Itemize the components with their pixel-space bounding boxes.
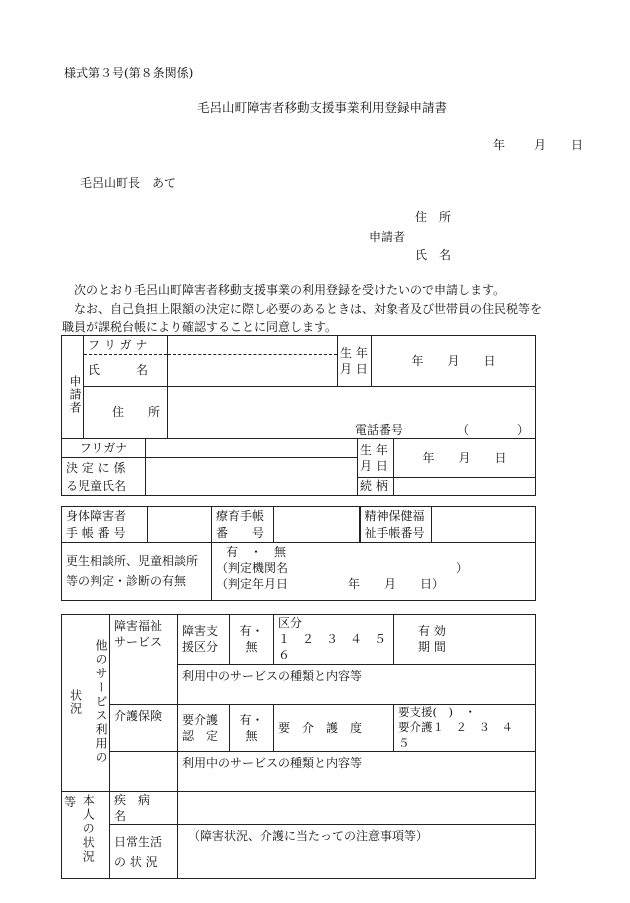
support-category-label: 障害支 援区分	[178, 615, 230, 665]
body-line-2: なお、自己負担上限額の決定に際し必要のあるときは、対象者及び世帯員の住民税等を	[74, 302, 543, 316]
disease-name-field[interactable]	[178, 792, 536, 825]
care-certification-yes-no[interactable]: 有・ 無	[230, 704, 274, 752]
consultation-yes-no[interactable]: 有 ・ 無	[226, 545, 287, 559]
name-field-label: 氏 名	[84, 355, 168, 387]
child-furigana-field[interactable]	[146, 439, 358, 458]
address-field-label: 住 所	[84, 387, 168, 439]
disease-name-label: 疾 病 名	[110, 792, 178, 825]
child-furigana-label: フリガナ	[62, 439, 146, 458]
addressee: 毛呂山町長 あて	[80, 176, 177, 190]
consultation-field[interactable]	[212, 543, 536, 601]
care-level-grade[interactable]: 要支援( ) ・ 要介護１ ２ ３ ４ ５	[394, 704, 536, 752]
address-field[interactable]	[168, 387, 536, 439]
support-category-yes-no[interactable]: 有・ 無	[230, 615, 274, 665]
address-label: 住 所	[415, 210, 452, 224]
birth-date-field[interactable]: 年 月 日	[372, 336, 536, 387]
judging-date[interactable]: （判定年月日 年 月 日）	[216, 577, 445, 592]
welfare-services-in-use[interactable]: 利用中のサービスの種類と内容等	[178, 664, 536, 704]
name-field[interactable]	[168, 355, 338, 387]
care-certification-label: 要介護 認 定	[178, 704, 230, 752]
ryoiku-handbook-field[interactable]	[274, 507, 360, 543]
self-status-label: 等 本人の状況	[62, 792, 110, 879]
physical-handbook-label: 身体障害者 手 帳 番 号	[62, 507, 148, 543]
relation-field[interactable]	[394, 478, 536, 496]
applicant-label: 申請者	[369, 230, 406, 244]
self-status-vertical: 本人の状況	[81, 794, 96, 865]
status-table	[61, 614, 536, 879]
care-services-in-use[interactable]: 利用中のサービスの種類と内容等	[178, 752, 536, 792]
date-month: 月	[534, 138, 547, 152]
status-label: 状況	[62, 615, 84, 792]
date-day: 日	[571, 138, 584, 152]
welfare-service-label: 障害福祉 サービス	[110, 615, 178, 705]
handbook-table	[61, 506, 536, 601]
phone-label: 電話番号 （ ）	[354, 422, 529, 437]
consultation-label: 更生相談所、児童相談所 等の判定・診断の有無	[62, 543, 212, 601]
document-title: 毛呂山町障害者移動支援事業利用登録申請書	[197, 100, 448, 115]
child-label-2: る児童氏名	[62, 478, 146, 496]
child-label-1: 決 定 に 係	[62, 458, 146, 478]
form-number: 様式第３号(第８条関係)	[64, 66, 194, 80]
body-line-1: 次のとおり毛呂山町障害者移動支援事業の利用登録を受けたいので申請します。	[74, 283, 506, 297]
child-birth-label: 生 年 月 日	[358, 439, 394, 478]
furigana-label: フ リ ガ ナ	[84, 336, 168, 355]
mental-handbook-label: 精神保健福 祉手帳番号	[360, 507, 432, 543]
child-birth-date-field[interactable]: 年 月 日	[394, 439, 536, 478]
physical-handbook-field[interactable]	[148, 507, 212, 543]
birth-label: 生 年 月 日	[338, 336, 372, 387]
body-line-3: 職員が課税台帳により確認することに同意します。	[62, 320, 338, 334]
care-level-label: 要 介 護 度	[274, 704, 394, 752]
applicant-table	[61, 335, 536, 439]
child-table	[61, 438, 536, 496]
judging-agency[interactable]: （判定機関名 ）	[216, 561, 469, 576]
child-name-field[interactable]	[146, 458, 358, 496]
applicant-side-label: 申請者	[62, 336, 84, 439]
ryoiku-handbook-label: 療育手帳 番 号	[212, 507, 274, 543]
mental-handbook-field[interactable]	[432, 507, 536, 543]
relation-label: 続 柄	[358, 478, 394, 496]
daily-life-field[interactable]: （障害状況、介護に当たっての注意事項等）	[178, 825, 536, 879]
name-label: 氏 名	[415, 248, 452, 262]
other-service-label: 他のサービス利用の	[84, 615, 110, 792]
furigana-field[interactable]	[168, 336, 338, 355]
validity-period-label: 有 効 期 間	[394, 615, 536, 665]
daily-life-label: 日常生活 の 状 況	[110, 825, 178, 879]
date-year: 年	[493, 138, 506, 152]
care-insurance-label: 介護保険	[110, 704, 178, 752]
support-category-grade[interactable]: 区分 １ ２ ３ ４ ５ ６	[274, 615, 394, 665]
